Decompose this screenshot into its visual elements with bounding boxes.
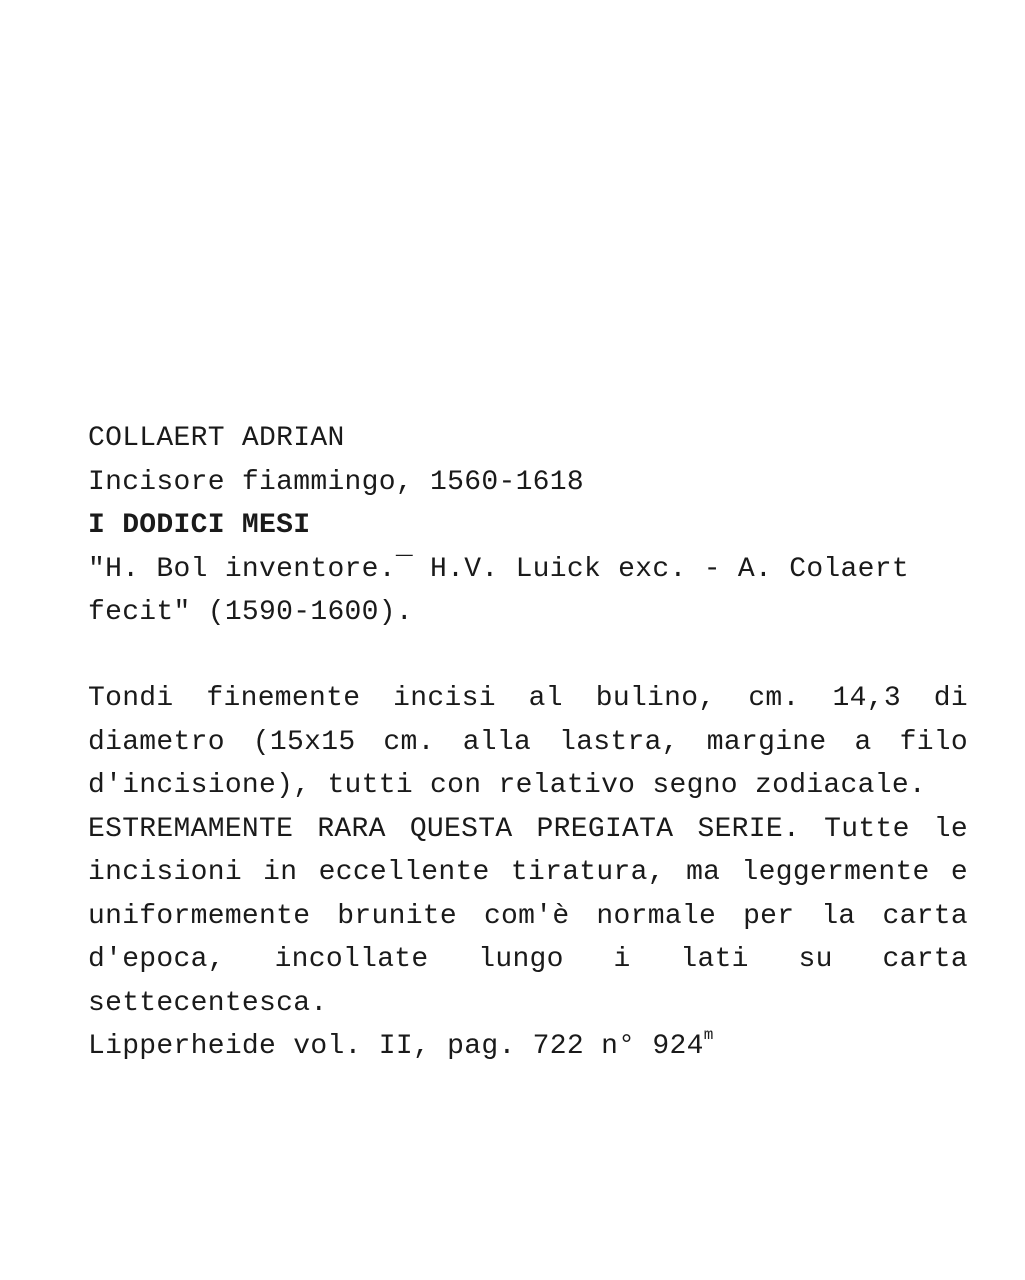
body-block [88,677,968,1069]
reference-text: Lipperheide vol. II, pag. 722 n° 924 [88,1031,704,1062]
artist-info: Incisore fiammingo, 1560-1618 [88,466,584,498]
work-title: I DODICI MESI [88,510,311,541]
author-name: COLLAERT ADRIAN [88,423,345,454]
header-block [88,417,968,635]
reference-line [88,1025,968,1069]
inscription-line-1: "H. Bol inventore.‾ H.V. Luick exc. - A. Colaert [88,553,909,585]
reference-superscript: m [703,1026,714,1044]
description-paragraph: Tondi finemente incisi al bulino, cm. 14,3 di diametro (15x15 cm. alla lastra, margine a filo d'incisione), tutti con relativo segno zodiacale. [88,683,968,801]
condition-paragraph: ESTREMAMENTE RARA QUESTA PREGIATA SERIE. Tutte le incisioni in eccellente tiratura, ma leggermente e uniformemente brunite com'è normale per la carta d'epoca, incollate lungo i lati su carta settecentesca. [88,813,968,1019]
inscription-line-2: fecit" (1590-1600). [88,597,413,628]
